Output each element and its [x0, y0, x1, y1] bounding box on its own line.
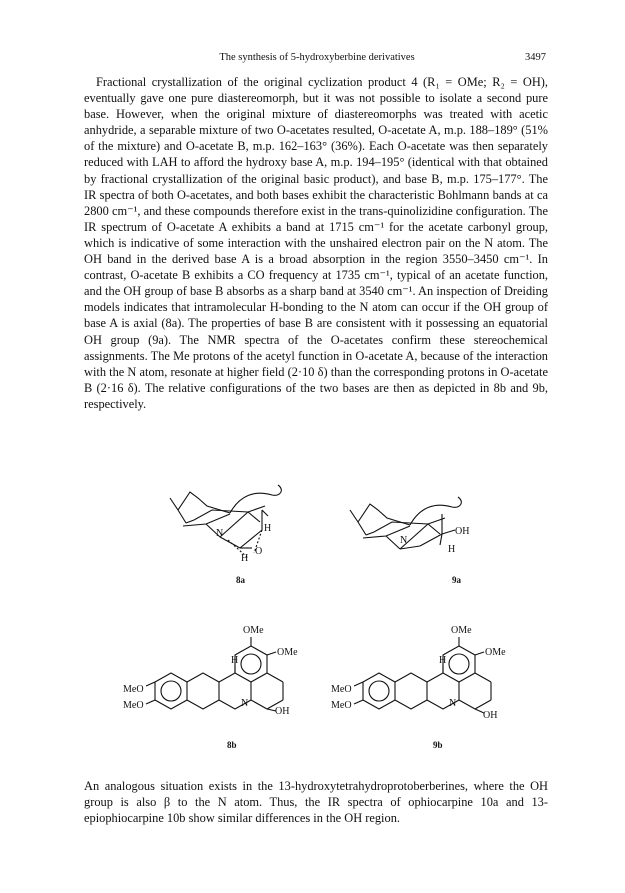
atom-label: MeO	[331, 700, 352, 711]
body-paragraph-2: An analogous situation exists in the 13-hydroxytetrahydroprotoberberines, where the OH group is also β to the N atom. Thus, the IR spectra of ophiocarpine 10a and 13-epiophiocarpine 10b show similar differences in the OH region.	[84, 779, 548, 826]
atom-label: N	[449, 698, 457, 709]
compound-label: 9b	[433, 740, 443, 750]
atom-label: MeO	[123, 684, 144, 695]
atom-label: OMe	[277, 647, 298, 658]
compound-label: 8a	[236, 575, 245, 585]
atom-label: N	[400, 535, 408, 546]
page-number: 3497	[525, 52, 546, 63]
atom-label: OH	[275, 706, 290, 717]
body-paragraph-1: Fractional crystallization of the original cyclization product 4 (R₁ = OMe; R₂ = OH), eventually gave one pure diastereomorph, but it was not possible to isolate a second pure base. However, when the original mixture of diastereomorphs was treated with acetic anhydride, a separable mixture of two O-acetates resulted, O-acetate A, m.p. 188–189° (51% of the mixture) and O-acetate B, m.p. 162–163° (36%). Each O-acetate was then separately reduced with LAH to afford the hydroxy base A, m.p. 194–195° (identical with that obtained by fractional crystallization of the original basic product), and base B, m.p. 175–177°. The IR spectra of both O-acetates, and both bases exhibit the characteristic Bohlmann bands at ca 2800 cm⁻¹, and these compounds therefore exist in the trans-quinolizidine configuration. The IR spectrum of O-acetate A exhibits a band at 1715 cm⁻¹ for the acetate carbonyl group, which is indicative of some interaction with the unshaired electron pair on the N atom. The OH band in the derived base A is a broad absorption in the region 3550–3450 cm⁻¹. In contrast, O-acetate B exhibits a CO frequency at 1735 cm⁻¹, typical of an acetate function, and the OH group of base B absorbs as a sharp band at 3540 cm⁻¹. An inspection of Dreiding models indicates that intramolecular H-bonding to the N atom can occur if the OH group of base A is axial (8a). The properties of base B are consistent with it possessing an equatorial OH group (9a). The NMR spectra of the O-acetates confirm these stereochemical assignments. The Me protons of the acetyl function in O-acetate A, because of the interaction with the N atom, resonate at higher field (2·10 δ) than the corresponding protons in O-acetate B (2·16 δ). The relative configurations of the two bases are then as depicted in 8b and 9b, respectively.	[84, 75, 548, 411]
compound-label: 9a	[452, 575, 461, 585]
atom-label: MeO	[331, 684, 352, 695]
atom-label: N	[241, 698, 249, 709]
atom-label: H	[231, 655, 239, 666]
structure-8a	[170, 485, 281, 585]
atom-label: H	[448, 544, 456, 555]
atom-label: OH	[483, 710, 498, 721]
structure-9b	[331, 625, 506, 750]
structure-9a	[350, 497, 469, 585]
compound-label: 8b	[227, 740, 237, 750]
atom-label: H	[439, 655, 447, 666]
atom-label: O	[255, 546, 263, 557]
atom-label: OMe	[243, 625, 264, 636]
structure-8b	[123, 625, 298, 750]
atom-label: H	[264, 523, 272, 534]
atom-label: OMe	[451, 625, 472, 636]
atom-label: OH	[455, 526, 470, 537]
atom-label: N	[216, 528, 224, 539]
running-title: The synthesis of 5-hydroxyberbine derivatives	[219, 52, 415, 63]
atom-label: MeO	[123, 700, 144, 711]
atom-label: OMe	[485, 647, 506, 658]
atom-label: H	[241, 553, 249, 564]
